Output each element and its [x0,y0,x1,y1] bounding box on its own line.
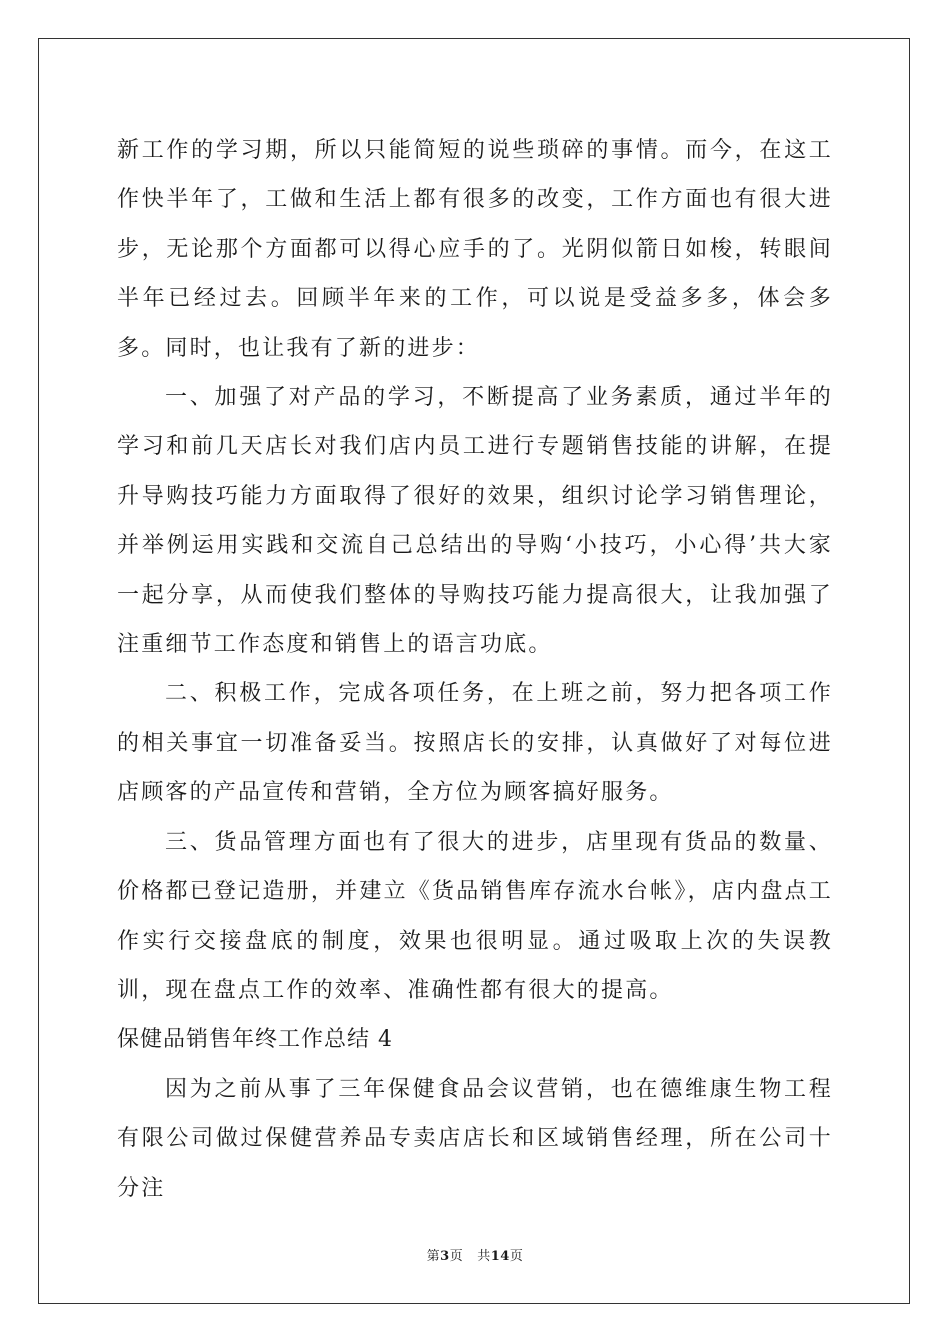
page-number: 3 [440,1249,450,1264]
total-prefix: 共 [477,1249,491,1264]
total-suffix: 页 [509,1249,524,1264]
page-footer [0,1245,950,1264]
page-prefix: 第 [426,1249,441,1264]
document-body [117,126,833,1213]
paragraph-section-4: 因为之前从事了三年保健食品会议营销，也在德维康生物工程有限公司做过保健营养品专卖店店长和区域销售经理，所在公司十分注 [117,1076,833,1201]
paragraph-point-1: 一、加强了对产品的学习，不断提高了业务素质，通过半年的学习和前几天店长对我们店内员工进行专题销售技能的讲解，在提升导购技巧能力方面取得了很好的效果，组织讨论学习销售理论，并举例运用实践和交流自己总结出的导购‘小技巧，小心得’共大家一起分享，从而使我们整体的导购技巧能力提高很大，让我加强了注重细节工作态度和销售上的语言功底。 [117,385,833,658]
paragraph-point-2: 二、积极工作，完成各项任务，在上班之前，努力把各项工作的相关事宜一切准备妥当。按照店长的安排，认真做好了对每位进店顾客的产品宣传和营销，全方位为顾客搞好服务。 [117,681,833,806]
section-heading: 保健品销售年终工作总结 4 [117,1027,393,1053]
total-pages: 14 [490,1249,510,1264]
paragraph-point-3: 三、货品管理方面也有了很大的进步，店里现有货品的数量、价格都已登记造册，并建立《货品销售库存流水台帐》，店内盘点工作实行交接盘底的制度，效果也很明显。通过吸取上次的失误教训，现在盘点工作的效率、准确性都有很大的提高。 [117,829,833,1003]
paragraph-intro: 新工作的学习期，所以只能简短的说些琐碎的事情。而今，在这工作快半年了，工做和生活上都有很多的改变，工作方面也有很大进步，无论那个方面都可以得心应手的了。光阴似箭日如梭，转眼间半年已经过去。回顾半年来的工作，可以说是受益多多，体会多多。同时，也让我有了新的进步： [117,138,833,361]
page-suffix: 页 [449,1249,464,1264]
